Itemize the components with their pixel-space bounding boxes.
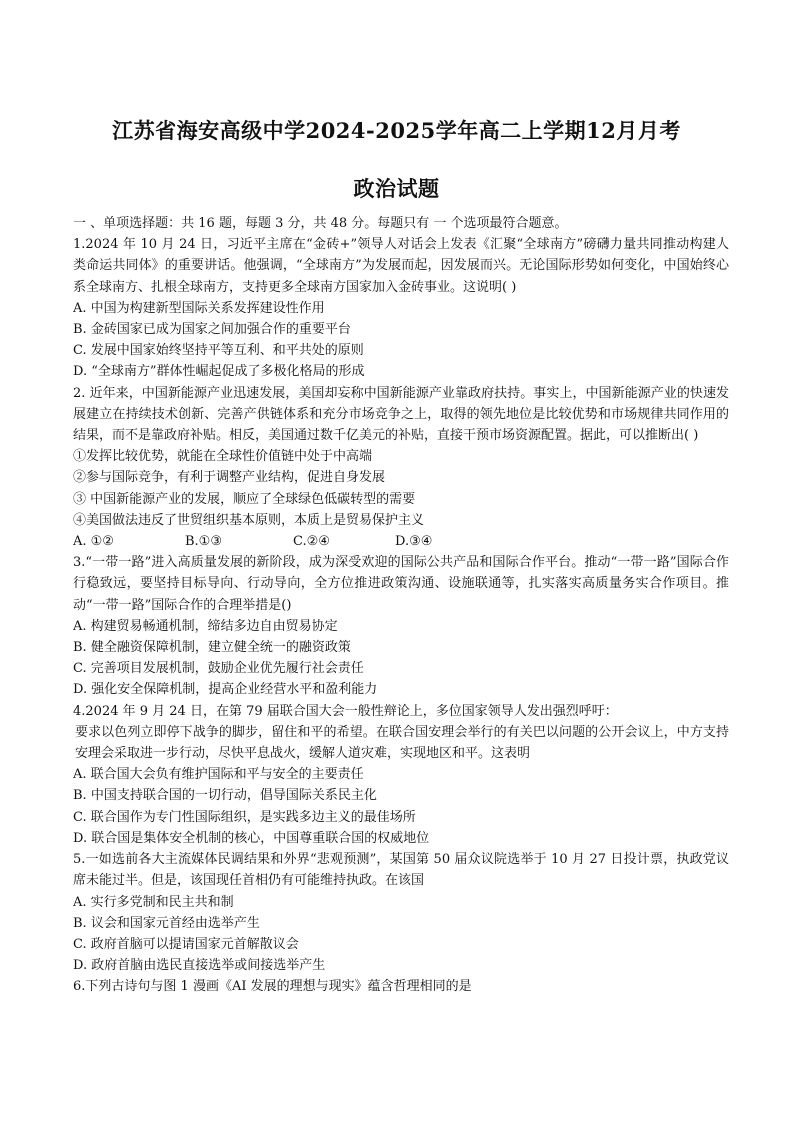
q2-statement-4: ④美国做法违反了世贸组织基本原则，本质上是贸易保护主义 <box>73 512 425 528</box>
q2-statement-2: ②参与国际竞争，有利于调整产业结构，促进自身发展 <box>73 470 386 486</box>
q2-option-a: A. ①② <box>73 534 114 550</box>
q4-stem-first: 4.2024 年 9 月 24 日，在第 79 届联合国大会一般性辩论上，多位国家领导人发出强烈呼吁： <box>73 703 618 719</box>
section-intro: 一 、单项选择题：共 16 题，每题 3 分，共 48 分。每题只有 一 个选项最符合题意。 <box>73 216 568 231</box>
q2-option-d: D.③④ <box>395 534 433 550</box>
q5-option-d: D. 政府首脑由选民直接选举或间接选举产生 <box>73 958 326 974</box>
q4-option-b: B. 中国支持联合国的一切行动，倡导国际关系民主化 <box>73 788 377 804</box>
q1-option-b: B. 金砖国家已成为国家之间加强合作的重要平台 <box>73 322 351 338</box>
document-subtitle: 政治试题 <box>353 176 440 201</box>
q5-option-a: A. 实行多党制和民主共和制 <box>73 894 234 910</box>
q3-option-b: B. 健全融资保障机制，建立健全统一的融资政策 <box>73 640 351 656</box>
q2-option-b: B.①③ <box>185 534 222 550</box>
document-body <box>73 213 729 998</box>
q1-stem: 1.2024 年 10 月 24 日，习近平主席在“金砖+”领导人对话会上发表《汇聚“全球南方”磅礴力量共同推动构建人类命运共同体》的重要讲话。他强调，“全球南方”为发展而起，因发展而兴。无论国际形势如何变化，中国始终心系全球南方、扎根全球南方，支持更多全球南方国家加入金砖事业。这说明( ) <box>73 237 729 295</box>
q2-option-c: C.②④ <box>293 534 330 550</box>
q4-option-a: A. 联合国大会负有维护国际和平与安全的主要责任 <box>73 767 364 783</box>
q5-stem: 5.一如选前各大主流媒体民调结果和外界“悲观预测”，某国第 50 届众议院选举于 10 月 27 日投计票，执政党议席未能过半。但是，该国现任首相仍有可能维持执政。在该国 <box>73 852 729 889</box>
q1-option-d: D. “全球南方”群体性崛起促成了多极化格局的形成 <box>73 364 365 380</box>
q2-statement-3: ③ 中国新能源产业的发展，顺应了全球绿色低碳转型的需要 <box>73 491 416 507</box>
q3-stem: 3.“一带一路”进入高质量发展的新阶段，成为深受欢迎的国际公共产品和国际合作平台。推动“一带一路”国际合作行稳致远，要坚持目标导向、行动导向，全方位推进政策沟通、设施联通等，扎实落实高质量务实合作项目。推动“一带一路”国际合作的合理举措是() <box>73 555 729 613</box>
q3-option-a: A. 构建贸易畅通机制，缔结多边自由贸易协定 <box>73 618 338 634</box>
q2-stem: 2. 近年来，中国新能源产业迅速发展，美国却妄称中国新能源产业靠政府扶持。事实上，中国新能源产业的快速发展建立在持续技术创新、完善产供链体系和充分市场竞争之上，取得的领先地位是比较优势和市场规律共同作用的结果，而不是靠政府补贴。相反，美国通过数千亿美元的补贴，直接干预市场资源配置。据此，可以推断出( ) <box>73 385 729 444</box>
q1-option-c: C. 发展中国家始终坚持平等互利、和平共处的原则 <box>73 343 364 359</box>
q5-option-b: B. 议会和国家元首经由选举产生 <box>73 915 260 931</box>
q4-option-d: D. 联合国是集体安全机制的核心，中国尊重联合国的权威地位 <box>73 830 430 846</box>
q1-option-a: A. 中国为构建新型国际关系发挥建设性作用 <box>73 300 325 316</box>
q2-options-row <box>73 531 729 552</box>
q3-option-c: C. 完善项目发展机制，鼓励企业优先履行社会责任 <box>73 661 364 677</box>
q4-stem-rest: 要求以色列立即停下战争的脚步，留住和平的希望。在联合国安理会举行的有关巴以问题的公开会议上，中方支持安理会采取进一步行动，尽快平息战火，缓解人道灾难，实现地区和平。这表明 <box>75 724 729 762</box>
q2-statement-1: ①发挥比较优势，就能在全球性价值链中处于中高端 <box>73 449 373 465</box>
q3-option-d: D. 强化安全保障机制，提高企业经营水平和盈利能力 <box>73 682 378 698</box>
q6-stem: 6.下列古诗句与图 1 漫画《AI 发展的理想与现实》蕴含哲理相同的是 <box>73 979 472 995</box>
q4-option-c: C. 联合国作为专门性国际组织，是实践多边主义的最佳场所 <box>73 809 416 825</box>
q5-option-c: C. 政府首脑可以提请国家元首解散议会 <box>73 936 299 952</box>
document-title: 江苏省海安高级中学2024-2025学年高二上学期12月月考 <box>112 118 681 143</box>
